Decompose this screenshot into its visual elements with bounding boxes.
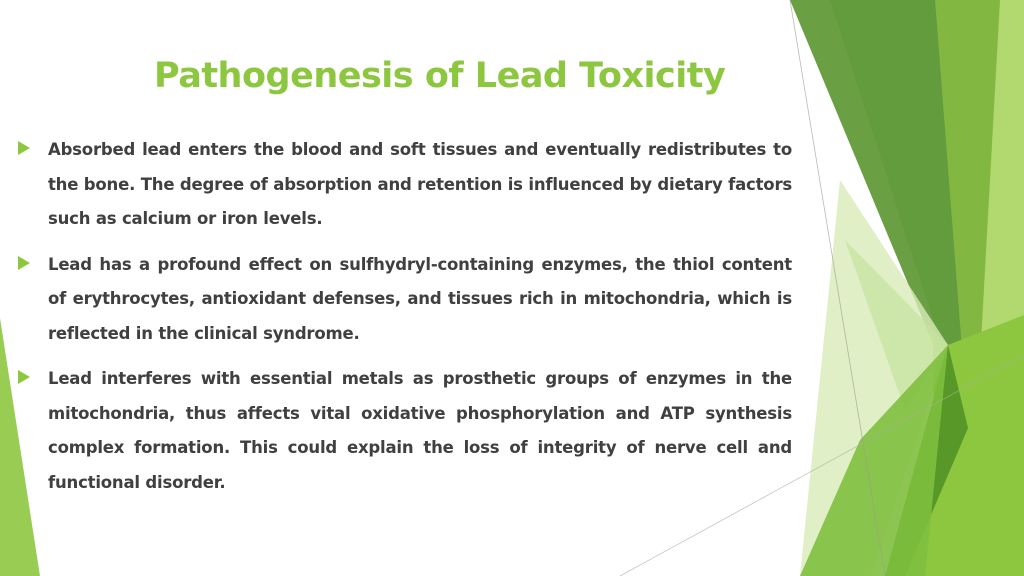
bullet-list [18, 133, 792, 511]
triangle-right-icon [18, 256, 30, 270]
bullet-text: Lead interferes with essential metals as prosthetic groups of enzymes in the mitochondria, thus affects vital oxidative phosphorylation and ATP synthesis complex formation. This could explain the loss of integrity of nerve cell and functional disorder. [48, 369, 792, 492]
bullet-item [18, 362, 792, 500]
bullet-text: Lead has a profound effect on sulfhydryl-containing enzymes, the thiol content of erythrocytes, antioxidant defenses, and tissues rich in mitochondria, which is reflected in the clinical syndrome. [48, 254, 792, 343]
bullet-item [18, 133, 792, 237]
triangle-right-icon [18, 141, 30, 155]
slide-title: Pathogenesis of Lead Toxicity [154, 56, 726, 96]
bullet-text: Absorbed lead enters the blood and soft tissues and eventually redistributes to the bone. The degree of absorption and retention is influenced by dietary factors such as calcium or iron levels. [48, 140, 792, 228]
triangle-right-icon [18, 370, 30, 384]
bullet-item [18, 248, 792, 352]
